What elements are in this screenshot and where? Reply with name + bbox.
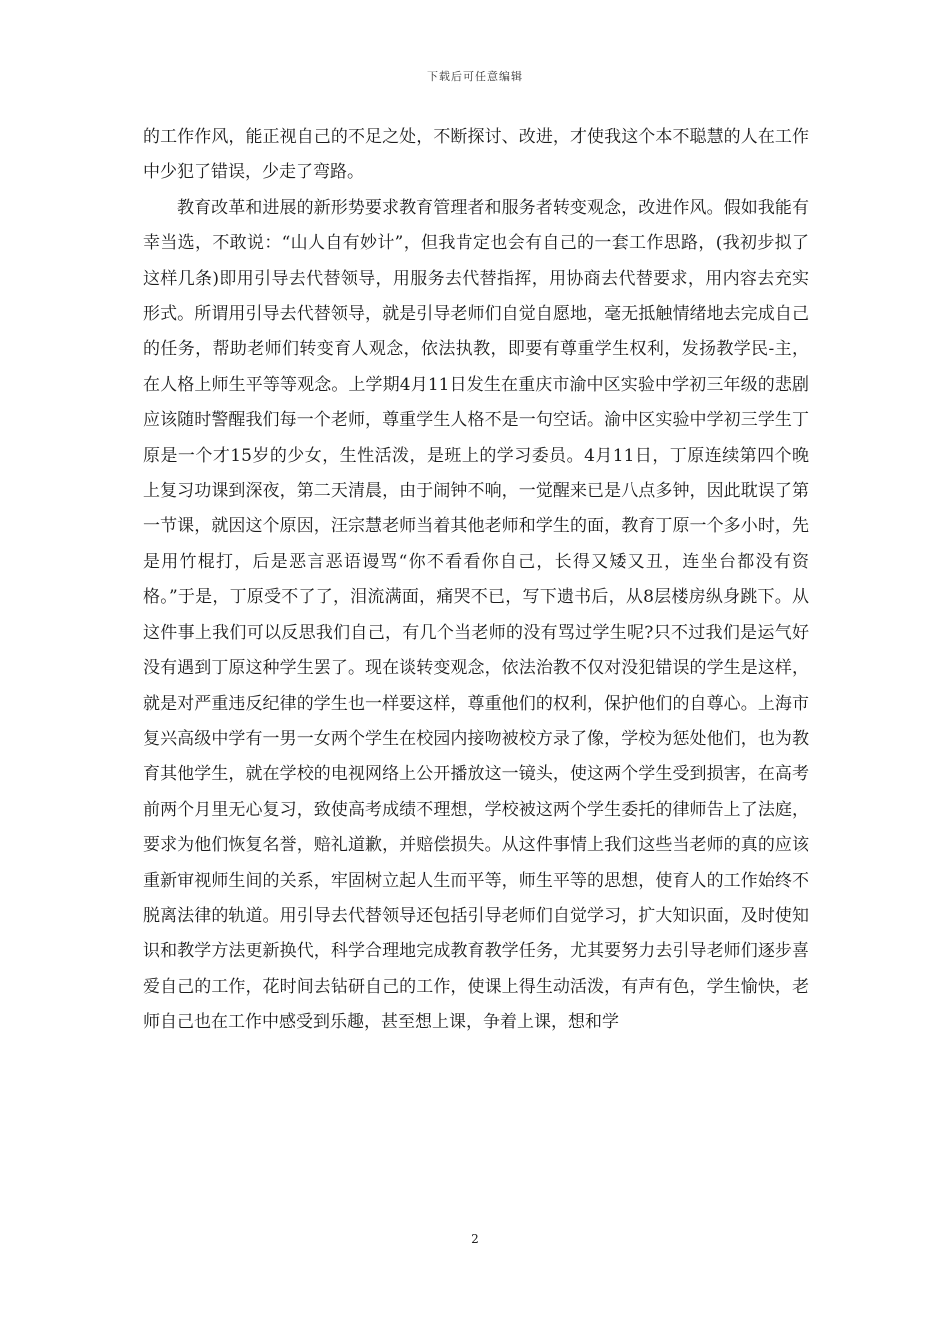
document-body — [143, 120, 809, 1041]
paragraph-continuation: 的工作作风，能正视自己的不足之处，不断探讨、改进，才使我这个本不聪慧的人在工作中少犯了错误，少走了弯路。 — [143, 127, 809, 183]
page-number: 2 — [471, 1232, 479, 1246]
page-header: 下载后可任意编辑 — [427, 70, 523, 83]
paragraph-main: 教育改革和进展的新形势要求教育管理者和服务者转变观念，改进作风。假如我能有幸当选，不敢说：“山人自有妙计”，但我肯定也会有自己的一套工作思路，(我初步拟了这样几条)即用引导去代替领导，用服务去代替指挥，用协商去代替要求，用内容去充实形式。所谓用引导去代替领导，就是引导老师们自觉自愿地，毫无抵触情绪地去完成自己的任务，帮助老师们转变育人观念，依法执教，即要有尊重学生权利，发扬教学民-主，在人格上师生平等等观念。上学期4月11日发生在重庆市渝中区实验中学初三年级的悲剧应该随时警醒我们每一个老师，尊重学生人格不是一句空话。渝中区实验中学初三学生丁原是一个才15岁的少女，生性活泼，是班上的学习委员。4月11日，丁原连续第四个晚上复习功课到深夜，第二天清晨，由于闹钟不响，一觉醒来已是八点多钟，因此耽误了第一节课，就因这个原因，汪宗慧老师当着其他老师和学生的面，教育丁原一个多小时，先是用竹棍打，后是恶言恶语谩骂“你不看看你自己，长得又矮又丑，连坐台都没有资格。”于是，丁原受不了了，泪流满面，痛哭不已，写下遗书后，从8层楼房纵身跳下。从这件事上我们可以反思我们自己，有几个当老师的没有骂过学生呢?只不过我们是运气好没有遇到丁原这种学生罢了。现在谈转变观念，依法治教不仅对没犯错误的学生是这样，就是对严重违反纪律的学生也一样要这样，尊重他们的权利，保护他们的自尊心。上海市复兴高级中学有一男一女两个学生在校园内接吻被校方录了像，学校为惩处他们，也为教育其他学生，就在学校的电视网络上公开播放这一镜头，使这两个学生受到损害，在高考前两个月里无心复习，致使高考成绩不理想，学校被这两个学生委托的律师告上了法庭，要求为他们恢复名誉，赔礼道歉，并赔偿损失。从这件事情上我们这些当老师的真的应该重新审视师生间的关系，牢固树立起人生而平等，师生平等的思想，使育人的工作始终不脱离法律的轨道。用引导去代替领导还包括引导老师们自觉学习，扩大知识面，及时使知识和教学方法更新换代，科学合理地完成教育教学任务，尤其要努力去引导老师们逐步喜爱自己的工作，花时间去钻研自己的工作，使课上得生动活泼，有声有色，学生愉快，老师自己也在工作中感受到乐趣，甚至想上课，争着上课，想和学 — [143, 197, 809, 1033]
